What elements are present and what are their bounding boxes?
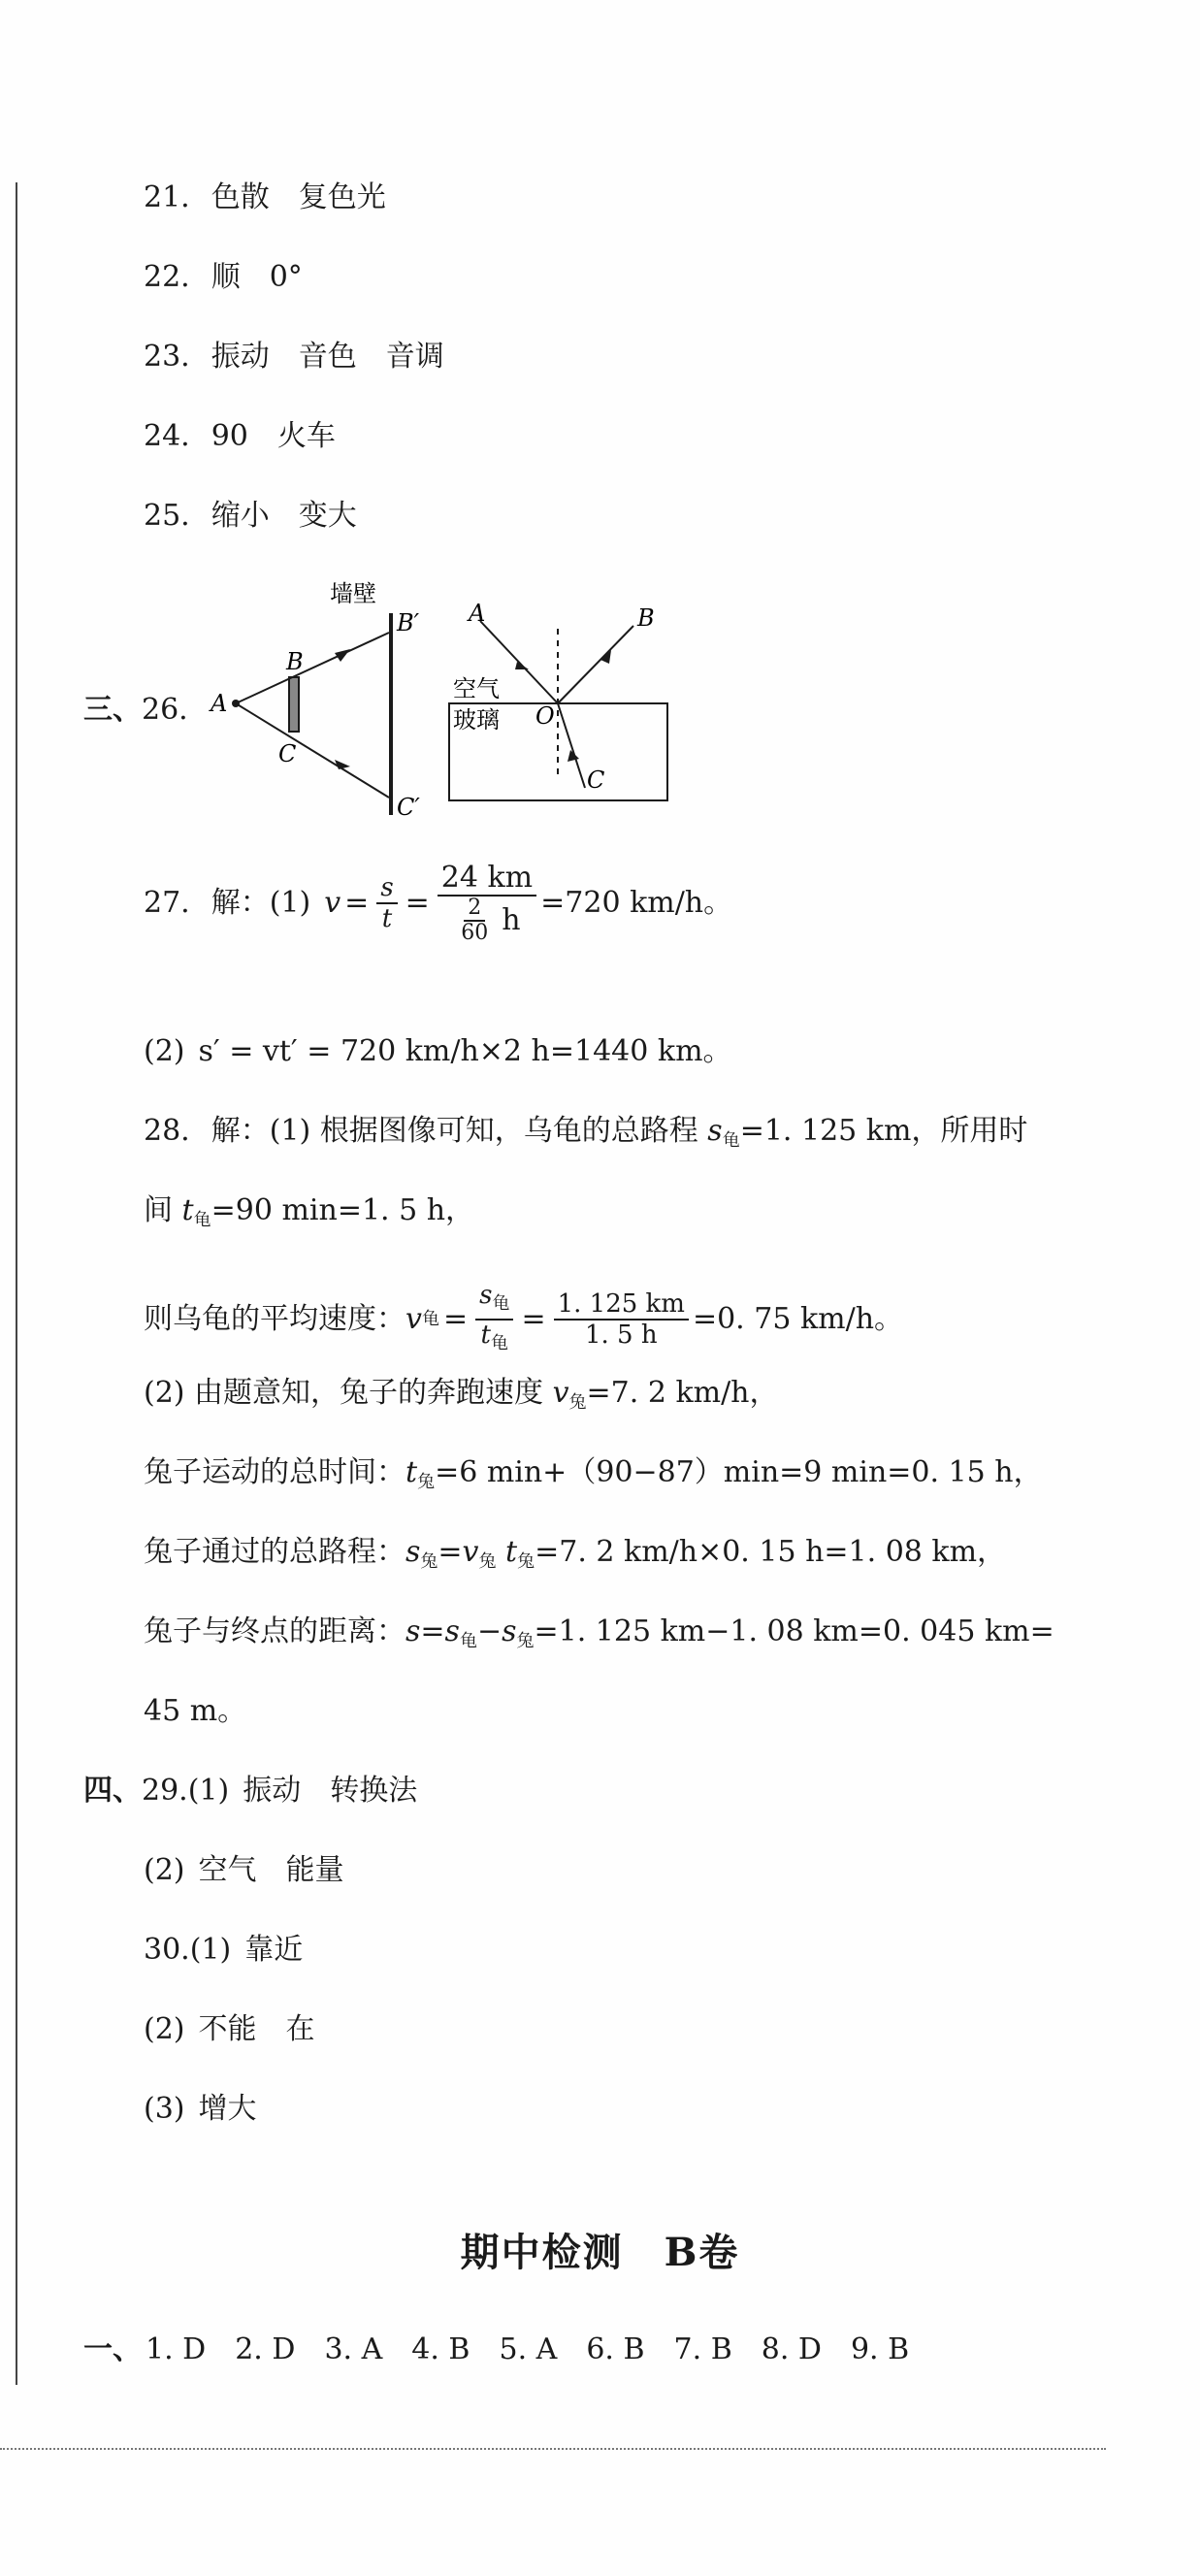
refraction-diagram bbox=[449, 600, 667, 800]
mc-item: 6. B bbox=[586, 2332, 645, 2366]
arrow-incident bbox=[515, 662, 529, 669]
answer-28-line7: 兔子与终点的距离：$s=s_龟-s_兔=1$. 125 km−1. 08 km=0. 045 km= bbox=[144, 1614, 1054, 1651]
label-c2: C bbox=[587, 766, 605, 794]
fraction-s-t-gui: $\frac{s_龟}{t_龟}$ bbox=[475, 1281, 513, 1358]
mc-item: 1. D bbox=[146, 2332, 207, 2366]
label-c-prime: C′ bbox=[397, 794, 420, 821]
wall-label: 墙壁 bbox=[330, 580, 376, 607]
label-c: C bbox=[278, 740, 297, 767]
answer-22: 22. 顺 0° bbox=[144, 260, 303, 294]
mc-item: 3. A bbox=[324, 2332, 383, 2366]
label-a2: A bbox=[469, 600, 486, 627]
answer-27-line1: 27. 解： (1) v = $\frac{s}{t}$ = 24 km $\frac{2}{60}$ h =720 km/h。 bbox=[144, 861, 733, 945]
fraction-1125-15: $\frac{1. 125 km}{1. 5 h}$ bbox=[554, 1289, 689, 1350]
answer-24: 24. 90 火车 bbox=[144, 419, 336, 453]
answer-21: 21. 色散 复色光 bbox=[144, 180, 386, 214]
answer-29-line2: (2) 空气 能量 bbox=[144, 1853, 344, 1887]
ray-to-b-prime bbox=[236, 633, 389, 703]
label-b: B bbox=[286, 648, 304, 675]
answer-28-line1: 28. 解：(1) 根据图像可知，乌龟的总路程 $s_龟=1$. 125 km，所用时 bbox=[144, 1114, 1028, 1151]
arrow-lower bbox=[335, 760, 350, 769]
answer-30-line2: (2) 不能 在 bbox=[144, 2012, 315, 2046]
mc-item: 5. A bbox=[499, 2332, 558, 2366]
obstacle-bc bbox=[289, 677, 299, 732]
fraction-24km: 24 km $\frac{2}{60}$ h bbox=[438, 862, 536, 945]
answer-29-line1: 四、29.(1) 振动 转换法 bbox=[83, 1774, 418, 1808]
dotted-divider bbox=[0, 2448, 1106, 2450]
reflected-ray bbox=[558, 626, 633, 703]
label-o: O bbox=[535, 702, 555, 730]
mc-answer-row bbox=[146, 2331, 938, 2369]
label-b2: B bbox=[637, 604, 655, 632]
answer-30-line3: (3) 增大 bbox=[144, 2092, 257, 2126]
shadow-diagram bbox=[209, 580, 420, 821]
mc-section-label: 一、 bbox=[83, 2332, 142, 2366]
arrow-upper bbox=[335, 649, 350, 662]
mc-item: 8. D bbox=[761, 2332, 822, 2366]
answer-28-line3: 则乌龟的平均速度： v 龟 = $\frac{s_龟}{t_龟}$ = $\frac{1. 125 km}{1. 5 h}$ =0. 75 km/h。 bbox=[144, 1281, 903, 1358]
label-glass: 玻璃 bbox=[453, 706, 500, 734]
left-margin-line bbox=[16, 182, 17, 2385]
answer-28-line8: 45 m。 bbox=[144, 1694, 247, 1728]
section-heading: 期中检测 B卷 bbox=[460, 2230, 740, 2275]
label-air: 空气 bbox=[453, 675, 500, 702]
fraction-s-over-t: $\frac{s}{t}$ bbox=[376, 873, 397, 933]
mc-item: 2. D bbox=[235, 2332, 296, 2366]
answer-25: 25. 缩小 变大 bbox=[144, 499, 357, 533]
mc-item: 4. B bbox=[411, 2332, 470, 2366]
label-b-prime: B′ bbox=[397, 609, 420, 636]
mc-item: 7. B bbox=[673, 2332, 732, 2366]
answer-28-line5: 兔子运动的总时间：$t_兔=6$ min+（90−87）min=9 min=0. 15 h， bbox=[144, 1455, 1043, 1492]
answer-28-line6: 兔子通过的总路程：$s_兔=v_兔$ $t_兔=7$. 2 km/h×0. 15 h=1. 08 km， bbox=[144, 1535, 1007, 1572]
refracted-ray bbox=[558, 703, 585, 788]
ray-to-c-prime bbox=[236, 703, 389, 798]
answer-26-label: 三、26. bbox=[83, 693, 188, 727]
label-a: A bbox=[211, 690, 228, 717]
answer-28-line2: 间 $t_龟=90$ min=1. 5 h， bbox=[144, 1193, 475, 1230]
answer-23: 23. 振动 音色 音调 bbox=[144, 340, 444, 374]
answer-27-line2: (2) s′ = vt′ = 720 km/h×2 h=1440 km。 bbox=[144, 1034, 732, 1068]
mc-item: 9. B bbox=[850, 2332, 910, 2366]
answer-28-line4: (2) 由题意知，兔子的奔跑速度 $v_兔=7$. 2 km/h， bbox=[144, 1376, 779, 1413]
answer-30-line1: 30.(1) 靠近 bbox=[144, 1933, 304, 1967]
answer-26-diagrams bbox=[199, 572, 703, 825]
